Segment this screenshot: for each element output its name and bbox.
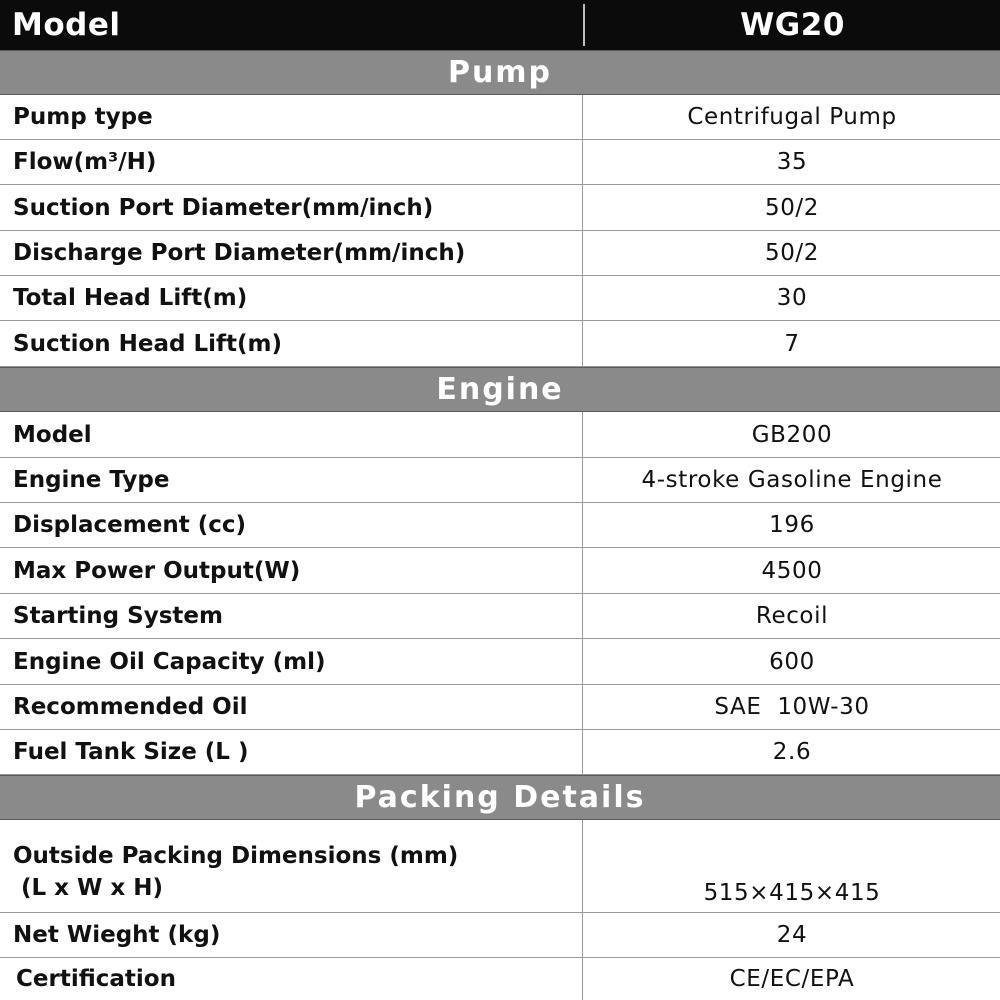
row-value: GB200 [751, 421, 833, 448]
table-row [0, 548, 1000, 594]
table-row [0, 231, 1000, 276]
row-value: 515×415×415 [703, 880, 881, 906]
row-value: 196 [769, 512, 815, 538]
row-value: 7 [784, 330, 800, 357]
table-row [0, 412, 1000, 458]
table-row [0, 95, 1000, 140]
table-row [0, 594, 1000, 639]
section-header-pump: Pump [0, 50, 1000, 95]
row-value: SAE 10W-30 [714, 694, 870, 720]
row-label: Net Wieght (kg) [0, 913, 583, 957]
section-header-packing-details: Packing Details [0, 775, 1000, 820]
row-label: Discharge Port Diameter(mm/inch) [0, 231, 583, 275]
row-label: Total Head Lift(m) [0, 276, 583, 320]
table-header-row [0, 0, 1000, 50]
row-label: Suction Port Diameter(mm/inch) [0, 185, 583, 230]
row-label-line2: (L x W x H) [13, 875, 164, 901]
table-row [0, 321, 1000, 367]
row-value: 50/2 [764, 240, 820, 266]
model-value: WG20 [740, 7, 845, 43]
row-label: Engine Type [0, 458, 583, 502]
row-value: 2.6 [772, 739, 812, 765]
row-value: CE/EC/EPA [729, 966, 855, 992]
row-label: Fuel Tank Size (L ) [0, 730, 583, 774]
table-row [0, 639, 1000, 685]
row-value: 30 [776, 285, 808, 311]
row-label: Displacement (cc) [0, 503, 583, 547]
row-label [0, 820, 583, 912]
row-value: 4-stroke Gasoline Engine [641, 467, 943, 493]
table-row [0, 913, 1000, 958]
row-label: Model [0, 412, 583, 457]
table-row [0, 685, 1000, 730]
table-row [0, 820, 1000, 913]
table-row [0, 958, 1000, 1000]
row-value: Centrifugal Pump [687, 104, 897, 130]
row-value: 4500 [761, 557, 823, 584]
table-row [0, 140, 1000, 185]
row-label: Certification [0, 958, 583, 1000]
table-row [0, 730, 1000, 775]
header-label: Model [12, 7, 121, 43]
row-label-line1: Outside Packing Dimensions (mm) [13, 843, 459, 869]
row-value: Recoil [755, 603, 829, 629]
row-label: Max Power Output(W) [0, 548, 583, 593]
row-value: 600 [769, 648, 815, 675]
row-label: Flow(m³/H) [0, 140, 583, 184]
row-label: Pump type [0, 95, 583, 139]
row-value: 50/2 [764, 194, 820, 221]
table-row [0, 185, 1000, 231]
row-label: Starting System [0, 594, 583, 638]
row-label: Recommended Oil [0, 685, 583, 729]
table-row [0, 503, 1000, 548]
row-value: 35 [776, 149, 808, 175]
row-value: 24 [776, 922, 808, 948]
row-label: Suction Head Lift(m) [0, 321, 583, 366]
row-label: Engine Oil Capacity (ml) [0, 639, 583, 684]
table-row [0, 276, 1000, 321]
section-header-engine: Engine [0, 367, 1000, 412]
table-row [0, 458, 1000, 503]
